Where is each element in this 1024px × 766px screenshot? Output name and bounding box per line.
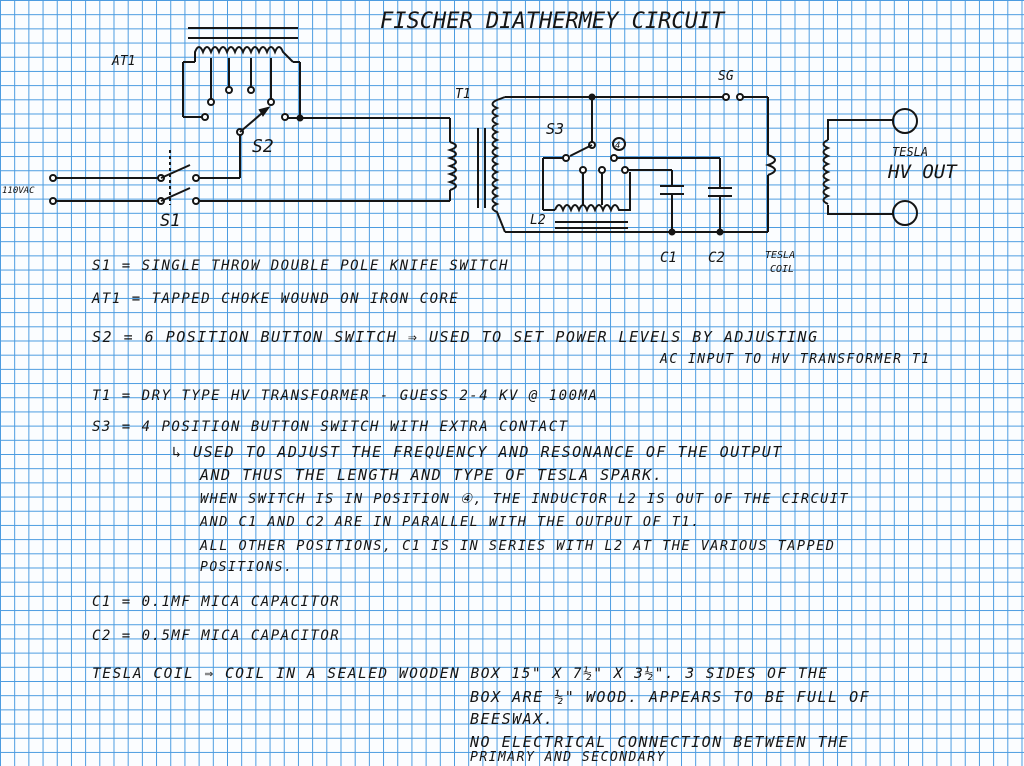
label-c2: C2 [708, 250, 725, 266]
label-position-4: 4 [615, 141, 621, 151]
note-s3-line6: POSITIONS. [200, 560, 294, 575]
note-s3: S3 = 4 POSITION BUTTON SWITCH WITH EXTRA CONTACT [92, 419, 569, 435]
s1-switch [50, 135, 450, 205]
note-tesla-coil-4: NO ELECTRICAL CONNECTION BETWEEN THE [470, 733, 850, 751]
label-tesla-coil: TESLA [765, 250, 796, 261]
note-c2: C2 = 0.5ΜF MICA CAPACITOR [92, 628, 341, 644]
t1-transformer [450, 97, 505, 232]
label-s2: S2 [252, 136, 274, 157]
note-s3-line3: WHEN SWITCH IS IN POSITION ④, THE INDUCTOR L2 IS OUT OF THE CIRCUIT [200, 491, 850, 507]
note-t1: T1 = DRY TYPE HV TRANSFORMER - GUESS 2-4 KV @ 100MA [92, 388, 599, 404]
note-tesla-coil-3: BEESWAX. [470, 710, 555, 728]
label-tesla-coil-2: COIL [770, 264, 795, 275]
note-s3-line5: ALL OTHER POSITIONS, C1 IS IN SERIES WITH L2 AT THE VARIOUS TAPPED [200, 538, 836, 554]
label-s3: S3 [546, 120, 565, 138]
label-c1: C1 [660, 250, 677, 266]
label-sg: SG [718, 69, 734, 84]
label-s1: S1 [160, 211, 181, 231]
note-tesla-coil-5: PRIMARY AND SECONDARY [470, 750, 666, 765]
note-at1: AT1 = TAPPED CHOKE WOUND ON IRON CORE [92, 291, 460, 307]
at1-choke [183, 28, 300, 118]
diagram-title: FISCHER DIATHERMEY CIRCUIT [380, 9, 725, 34]
label-input: 110VAC [2, 186, 35, 196]
note-s2: S2 = 6 POSITION BUTTON SWITCH ⇒ USED TO SET POWER LEVELS BY ADJUSTING [92, 328, 819, 346]
note-s1: S1 = SINGLE THROW DOUBLE POLE KNIFE SWITCH [92, 258, 510, 274]
note-s3-line1: ↳ USED TO ADJUST THE FREQUENCY AND RESONANCE OF THE OUTPUT [172, 443, 783, 461]
label-at1: AT1 [112, 54, 136, 69]
label-t1: T1 [455, 87, 471, 102]
label-hv-out: TESLA [892, 145, 929, 159]
note-s2-cont: AC INPUT TO HV TRANSFORMER T1 [660, 352, 931, 367]
note-c1: C1 = 0.1ΜF MICA CAPACITOR [92, 594, 341, 610]
note-s3-line2: AND THUS THE LENGTH AND TYPE OF TESLA SPARK. [200, 466, 664, 484]
s2-switch [202, 87, 288, 135]
note-tesla-coil-2: BOX ARE ½" WOOD. APPEARS TO BE FULL OF [470, 688, 871, 706]
note-tesla-coil: TESLA COIL ⇒ COIL IN A SEALED WOODEN BOX 15" X 7½" X 3½". 3 SIDES OF THE [92, 666, 829, 682]
note-s3-line4: AND C1 AND C2 ARE IN PARALLEL WITH THE OUTPUT OF T1. [200, 514, 701, 530]
label-hv-out-2: HV OUT [888, 161, 957, 183]
label-l2: L2 [530, 213, 546, 228]
